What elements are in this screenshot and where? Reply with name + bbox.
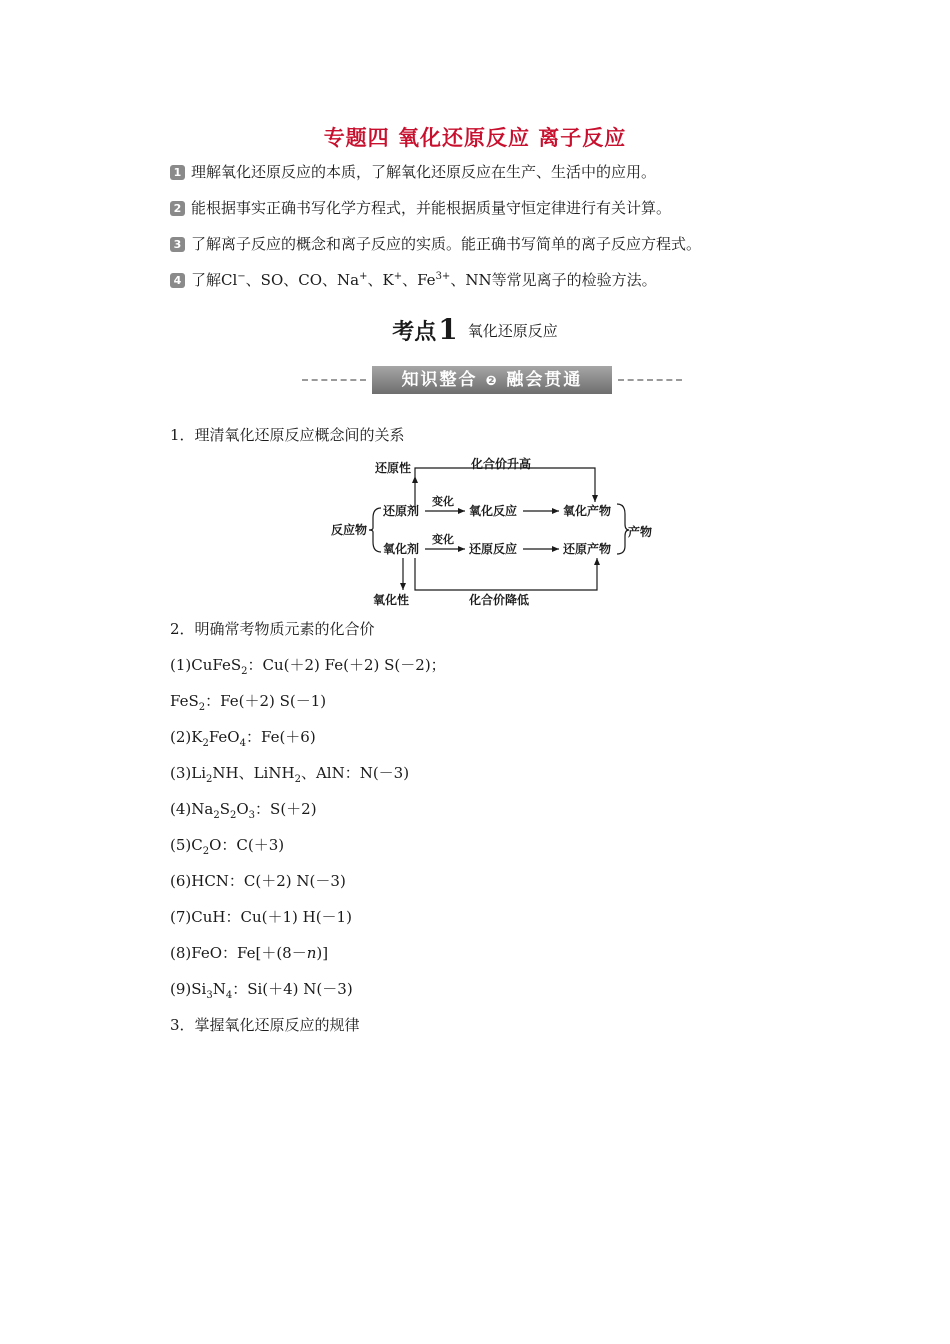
valence-down-label: 化合价降低 xyxy=(469,593,530,607)
reductant-label: 还原剂 xyxy=(383,504,420,518)
redox-diagram xyxy=(325,454,655,610)
number-badge: 4 xyxy=(170,273,185,288)
kaodian-number: 1 xyxy=(438,313,458,346)
valence-line: $(5)C_2O$：C(＋3) xyxy=(170,836,285,857)
objective-text: 理解氧化还原反应的本质，了解氧化还原反应在生产、生活中的应用。 xyxy=(191,163,657,181)
reductive-label: 还原性 xyxy=(375,461,412,475)
objective-4 xyxy=(170,270,657,290)
oxidation-label: 氧化反应 xyxy=(469,504,518,518)
page-title: 专题四 氧化还原反应 离子反应 xyxy=(323,126,627,150)
section-1-heading: 1．理清氧化还原反应概念间的关系 xyxy=(170,426,405,444)
valence-line: (7)CuH：Cu(＋1) H(－1) xyxy=(170,908,352,926)
objective-1 xyxy=(170,162,656,182)
kaodian-subtitle: 氧化还原反应 xyxy=(467,322,558,340)
dash-divider xyxy=(618,379,682,381)
change-label: 变化 xyxy=(432,533,454,546)
valence-up-label: 化合价升高 xyxy=(471,457,532,471)
reactants-label: 反应物 xyxy=(331,523,368,537)
valence-line: $(3)Li_2NH$、LiNH$_2$、AlN：N(－3) xyxy=(170,764,410,785)
section-3-heading: 3．掌握氧化还原反应的规律 xyxy=(170,1016,360,1034)
red-product-label: 还原产物 xyxy=(563,542,612,556)
objective-3 xyxy=(170,234,701,254)
section-2-heading: 2．明确常考物质元素的化合价 xyxy=(170,620,375,638)
valence-line: (1)CuFeS$_2$：Cu(＋2) Fe(＋2) S(－2)； xyxy=(170,656,446,677)
reactant-brace xyxy=(369,508,381,552)
ox-product-label: 氧化产物 xyxy=(563,504,612,518)
objective-text: 了解离子反应的概念和离子反应的实质。能正确书写简单的离子反应方程式。 xyxy=(191,235,702,253)
valence-line: $(4)Na_2S_2O_3$：S(＋2) xyxy=(170,800,317,821)
valence-line: (6)HCN：C(＋2) N(－3) xyxy=(170,872,346,890)
valence-down-bracket xyxy=(415,558,597,590)
objective-text: 了解Cl−、SO、CO、Na+、K+、$Fe^{3+}$、NN等常见离子的检验方法。 xyxy=(191,271,657,289)
section-heading xyxy=(0,313,950,346)
oxidative-label: 氧化性 xyxy=(373,593,410,607)
reduction-label: 还原反应 xyxy=(469,542,518,556)
banner-left-text: 知识整合 xyxy=(401,370,478,390)
kaodian-label: 考点 xyxy=(392,320,437,345)
banner-badge-icon: ❷ xyxy=(485,374,499,389)
section-banner xyxy=(302,366,682,394)
number-badge: 2 xyxy=(170,201,185,216)
banner-box xyxy=(372,366,612,394)
dash-divider xyxy=(302,379,366,381)
products-label: 产物 xyxy=(628,525,653,539)
valence-line: $(9)Si_3N_4$：Si(＋4) N(－3) xyxy=(170,980,353,1001)
oxidant-label: 氧化剂 xyxy=(383,542,420,556)
change-label: 变化 xyxy=(432,495,454,508)
banner-right-text: 融会贯通 xyxy=(506,370,583,390)
objective-text: 能根据事实正确书写化学方程式，并能根据质量守恒定律进行有关计算。 xyxy=(191,199,672,217)
number-badge: 3 xyxy=(170,237,185,252)
valence-line: $(2)K_2FeO_4$：Fe(＋6) xyxy=(170,728,316,749)
number-badge: 1 xyxy=(170,165,185,180)
objective-2 xyxy=(170,198,671,218)
valence-line: (8)FeO：Fe[＋(8－n)] xyxy=(170,944,329,962)
valence-line: FeS$_2$：Fe(＋2) S(－1) xyxy=(170,692,327,713)
